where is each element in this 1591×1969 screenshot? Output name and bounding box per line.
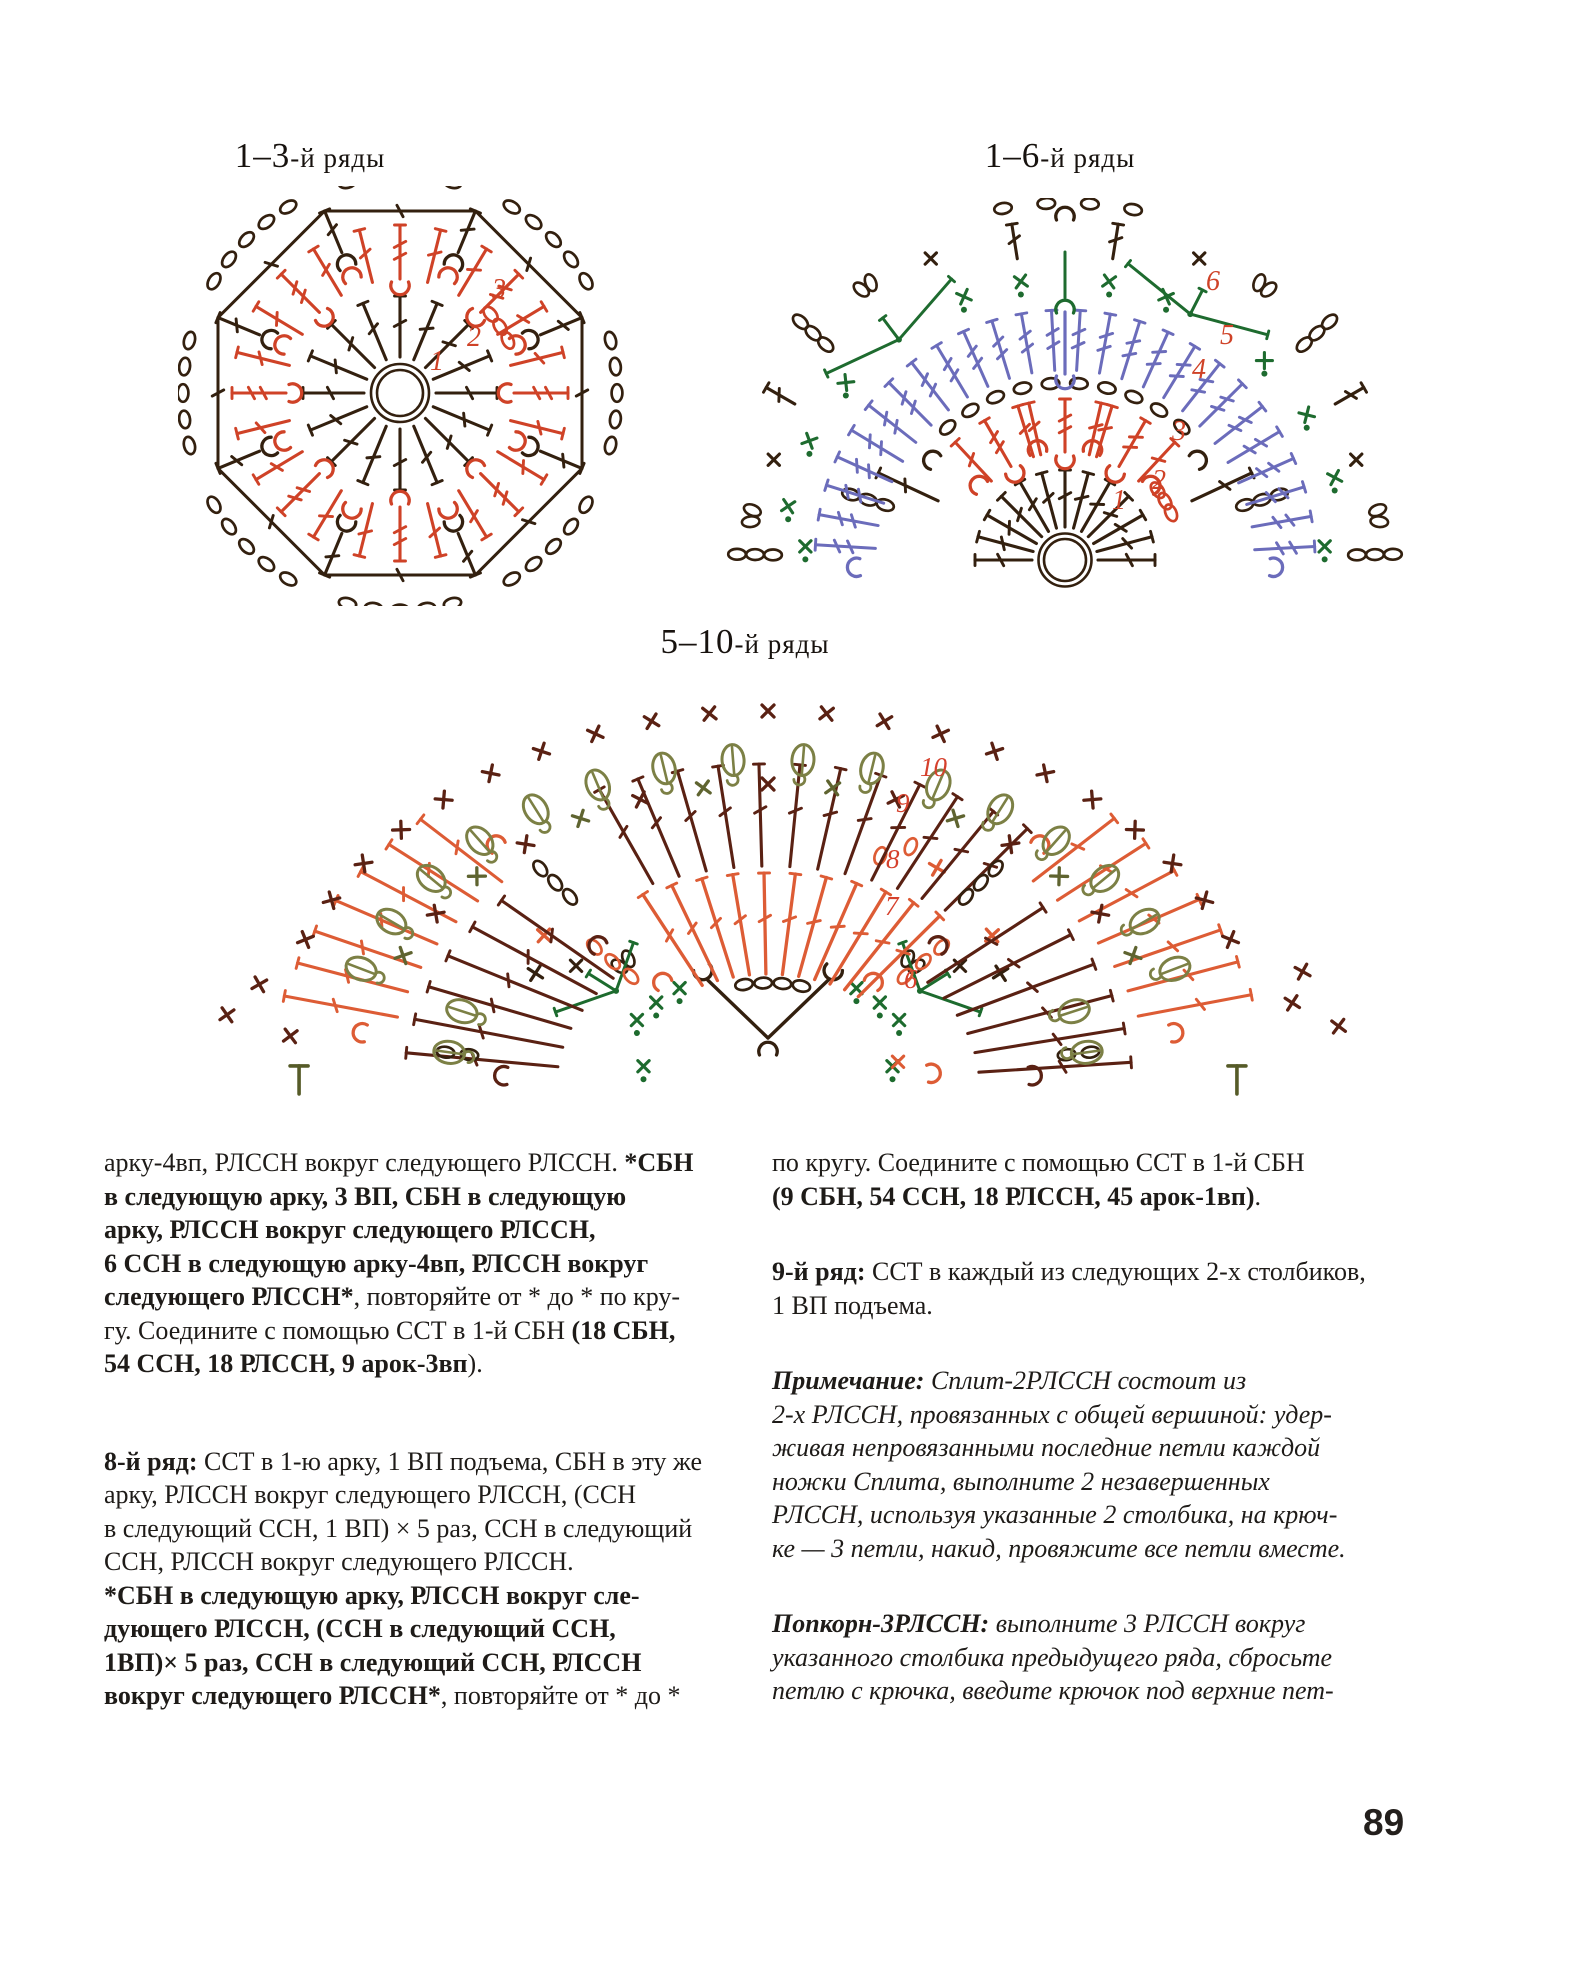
text-run: выполните 3 РЛССН вокруг bbox=[995, 1609, 1306, 1638]
outer-cross-arc bbox=[220, 705, 1345, 1094]
paragraph bbox=[772, 1607, 1437, 1708]
text-line bbox=[104, 1247, 749, 1281]
text-run: (9 СБН, 54 ССН, 18 РЛССН, 45 арок-1вп) bbox=[772, 1181, 1255, 1211]
text-run: 1ВП)× 5 раз, ССН в следующий ССН, РЛССН bbox=[104, 1647, 642, 1677]
text-run: 54 ССН, 18 РЛССН, 9 арок-3вп bbox=[104, 1349, 468, 1378]
svg-text:10: 10 bbox=[920, 752, 947, 782]
text-run: , повторяйте от * до * bbox=[440, 1681, 681, 1710]
text-run: *СБН bbox=[624, 1148, 694, 1177]
text-run: по кругу. Соедините с помощью ССТ в 1-й СБН bbox=[772, 1148, 1305, 1177]
svg-text:3: 3 bbox=[492, 274, 506, 305]
svg-text:2: 2 bbox=[1152, 465, 1166, 496]
text-line bbox=[104, 1545, 749, 1579]
motif-rows-1-6 bbox=[728, 198, 1402, 586]
left-text-column bbox=[104, 1146, 749, 1777]
diagram2-title: 1–6-й ряды bbox=[984, 136, 1136, 175]
text-line bbox=[104, 1146, 749, 1180]
diagram2-title-rows: 1–6 bbox=[984, 136, 1041, 175]
olive-puff-arc bbox=[343, 744, 1194, 1067]
paragraph bbox=[772, 1255, 1437, 1322]
text-line bbox=[104, 1180, 749, 1214]
svg-text:1: 1 bbox=[1112, 485, 1126, 516]
diagram1-title: 1–3-й ряды bbox=[234, 136, 386, 175]
text-run: вокруг следующего РЛССН* bbox=[104, 1681, 441, 1710]
text-run: петлю с крючка, введите крючок под верхние пет- bbox=[772, 1676, 1334, 1705]
text-line bbox=[772, 1289, 1437, 1323]
svg-text:9: 9 bbox=[896, 788, 910, 818]
text-line bbox=[104, 1314, 749, 1348]
text-run: следующего РЛССН* bbox=[104, 1282, 354, 1311]
text-run: ножки Сплита, выполните 2 незавершенных bbox=[772, 1466, 1270, 1496]
text-run: , повторяйте от * до * по кру- bbox=[353, 1282, 681, 1311]
paragraph bbox=[772, 1364, 1437, 1565]
right-text-column bbox=[772, 1146, 1437, 1750]
text-line bbox=[772, 1431, 1437, 1465]
svg-text:3: 3 bbox=[1172, 416, 1186, 447]
svg-text:7: 7 bbox=[885, 891, 899, 921]
text-run: арку, РЛССН вокруг следующего РЛССН, (ССН bbox=[104, 1480, 637, 1509]
text-run: Попкорн-3РЛССН: bbox=[772, 1609, 996, 1638]
text-run: Примечание: bbox=[772, 1366, 931, 1395]
text-run: РЛССН, используя указанные 2 столбика, на крюч- bbox=[772, 1500, 1338, 1529]
text-run: . bbox=[1254, 1181, 1262, 1211]
text-run: 2-х РЛССН, провязанных с общей вершиной: удер- bbox=[772, 1399, 1332, 1429]
text-run: Сплит-2РЛССН состоит из bbox=[930, 1366, 1247, 1395]
text-line bbox=[104, 1512, 749, 1546]
text-run: живая непровязанными последние петли каждой bbox=[772, 1433, 1321, 1462]
text-line bbox=[104, 1478, 749, 1512]
diagram3-title: 5–10-й ряды bbox=[660, 622, 830, 661]
text-run: арку, РЛССН вокруг следующего РЛССН, bbox=[104, 1215, 596, 1244]
text-line bbox=[772, 1674, 1437, 1708]
text-line bbox=[772, 1641, 1437, 1675]
text-run: арку-4вп, РЛССН вокруг следующего РЛССН. bbox=[104, 1148, 625, 1177]
text-line bbox=[104, 1646, 749, 1680]
svg-text:6: 6 bbox=[904, 964, 918, 994]
text-line bbox=[104, 1213, 749, 1247]
text-run: в следующий ССН, 1 ВП) × 5 раз, ССН в следующий bbox=[104, 1513, 693, 1543]
text-line bbox=[772, 1398, 1437, 1432]
text-run: 9-й ряд: bbox=[772, 1257, 872, 1286]
crochet-chart-rows-5-10 bbox=[198, 686, 1430, 1100]
text-line bbox=[772, 1532, 1437, 1566]
row2-red-fans bbox=[232, 225, 568, 561]
text-run: дующего РЛССН, (ССН в следующий ССН, bbox=[104, 1614, 616, 1643]
text-line bbox=[772, 1255, 1437, 1289]
text-run: гу. Соедините с помощью ССТ в 1-й СБН bbox=[104, 1315, 572, 1345]
text-run: (18 СБН, bbox=[571, 1315, 676, 1345]
diagram3-title-rows: 5–10 bbox=[660, 622, 735, 661]
text-run: ССТ в каждый из следующих 2-х столбиков, bbox=[871, 1257, 1366, 1286]
text-run: ). bbox=[467, 1349, 483, 1378]
crochet-chart-rows-1-6 bbox=[726, 198, 1442, 598]
text-line bbox=[772, 1498, 1437, 1532]
text-line bbox=[772, 1607, 1437, 1641]
paragraph bbox=[772, 1146, 1437, 1213]
paragraph bbox=[104, 1445, 749, 1713]
motif-rows-5-10 bbox=[220, 705, 1345, 1094]
crochet-chart-rows-1-3 bbox=[178, 186, 628, 606]
text-line bbox=[772, 1465, 1437, 1499]
text-line bbox=[104, 1280, 749, 1314]
text-run: ССН, РЛССН вокруг следующего РЛССН. bbox=[104, 1547, 574, 1576]
text-line bbox=[104, 1347, 749, 1381]
text-run: 8-й ряд: bbox=[104, 1446, 204, 1476]
svg-text:1: 1 bbox=[430, 346, 444, 377]
center-base bbox=[528, 947, 1008, 1055]
text-line bbox=[104, 1679, 749, 1713]
motif-rows-1-3 bbox=[178, 186, 622, 606]
text-run: 1 ВП подъема. bbox=[772, 1290, 933, 1320]
svg-text:6: 6 bbox=[1206, 266, 1220, 297]
svg-text:4: 4 bbox=[1192, 354, 1206, 385]
text-line bbox=[104, 1579, 749, 1613]
row1-spokes bbox=[975, 470, 1155, 566]
text-line bbox=[772, 1364, 1437, 1398]
text-line bbox=[104, 1612, 749, 1646]
diagram1-title-rows: 1–3 bbox=[234, 136, 291, 175]
text-line bbox=[772, 1146, 1437, 1180]
text-line bbox=[772, 1180, 1437, 1214]
svg-text:2: 2 bbox=[467, 322, 481, 353]
row7-orange bbox=[538, 836, 999, 1082]
text-run: указанного столбика предыдущего ряда, сбросьте bbox=[772, 1642, 1333, 1672]
text-run: 6 ССН в следующую арку-4вп, РЛССН вокруг bbox=[104, 1248, 649, 1278]
page-number: 89 bbox=[1363, 1802, 1405, 1843]
paragraph bbox=[104, 1146, 749, 1381]
text-run: ССТ в 1-ю арку, 1 ВП подъема, СБН в эту же bbox=[203, 1446, 703, 1476]
svg-text:5: 5 bbox=[1220, 320, 1234, 351]
orange-side-fans bbox=[283, 814, 1252, 1042]
text-run: в следующую арку, 3 ВП, СБН в следующую bbox=[104, 1181, 627, 1211]
text-line bbox=[104, 1445, 749, 1479]
svg-text:8: 8 bbox=[886, 844, 900, 874]
text-run: ке — 3 петли, накид, провяжите все петли вместе. bbox=[772, 1533, 1346, 1563]
text-run: *СБН в следующую арку, РЛССН вокруг сле- bbox=[104, 1580, 640, 1610]
